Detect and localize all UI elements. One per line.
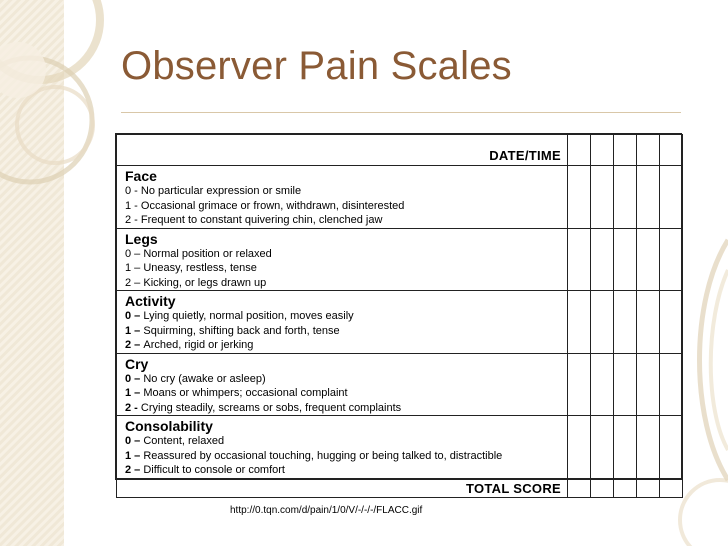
category-description (117, 291, 568, 354)
scale-description: Difficult to console or comfort (143, 464, 285, 476)
date-time-entry-cell[interactable] (614, 135, 637, 166)
scale-description: Crying steadily, screams or sobs, frequent complaints (140, 401, 402, 414)
total-cell (117, 478, 568, 497)
scale-score: 2 (125, 214, 132, 226)
face-score-entry-cell[interactable] (591, 166, 614, 229)
header-row (117, 135, 683, 166)
scale-item (125, 261, 567, 276)
legs-score-entry-cell[interactable] (637, 228, 660, 291)
consolability-score-entry-cell[interactable] (614, 416, 637, 479)
face-score-entry-cell[interactable] (660, 166, 683, 229)
source-caption: http://0.tqn.com/d/pain/1/0/V/-/-/-/FLACC.gif (230, 505, 423, 516)
scale-score: 0 (125, 435, 132, 447)
scale-item (125, 372, 567, 387)
cry-score-entry-cell[interactable] (568, 353, 591, 416)
scale-separator: – (131, 339, 144, 351)
flacc-table (116, 134, 683, 498)
scale-description: Squirming, shifting back and forth, tense (143, 324, 340, 337)
category-description (117, 416, 568, 479)
scale-description: No cry (awake or asleep) (143, 372, 266, 385)
face-score-entry-cell[interactable] (568, 166, 591, 229)
scale-score: 1 (125, 449, 132, 462)
legs-score-entry-cell[interactable] (568, 228, 591, 291)
consolability-score-entry-cell[interactable] (660, 416, 683, 479)
scale-score: 1 (125, 199, 132, 212)
scale-description: Content, relaxed (143, 435, 225, 447)
total-row (117, 478, 683, 497)
scale-item (125, 463, 567, 478)
face-score-entry-cell[interactable] (637, 166, 660, 229)
scale-separator: – (131, 449, 144, 462)
scale-separator: – (131, 276, 144, 289)
scale-description: Lying quietly, normal position, moves easily (143, 310, 354, 322)
scale-description: No particular expression or smile (140, 185, 302, 197)
category-row-cry (117, 353, 683, 416)
scale-separator: – (131, 324, 144, 337)
scale-separator: - (131, 401, 141, 414)
cry-score-entry-cell[interactable] (614, 353, 637, 416)
scale-separator: – (131, 464, 144, 476)
scale-description: Reassured by occasional touching, hugging or being talked to, distractible (143, 449, 503, 462)
category-description (117, 353, 568, 416)
scale-item (125, 247, 567, 262)
scale-item (125, 199, 567, 214)
scale-item (125, 401, 567, 416)
category-row-activity (117, 291, 683, 354)
scale-score: 1 (125, 387, 132, 399)
category-description (117, 166, 568, 229)
total-score-entry-cell[interactable] (614, 478, 637, 497)
date-time-entry-cell[interactable] (568, 135, 591, 166)
scale-description: Uneasy, restless, tense (143, 262, 257, 274)
scale-score: 1 (125, 262, 132, 274)
scale-score: 0 (125, 372, 132, 385)
scale-separator: – (131, 435, 144, 447)
activity-score-entry-cell[interactable] (591, 291, 614, 354)
category-row-consolability (117, 416, 683, 479)
category-name: Cry (125, 355, 149, 372)
scale-separator: - (131, 214, 141, 226)
scale-item (125, 338, 567, 353)
scale-description: Kicking, or legs drawn up (143, 276, 267, 289)
legs-score-entry-cell[interactable] (591, 228, 614, 291)
scale-item (125, 449, 567, 464)
scale-item (125, 213, 567, 228)
scale-separator: – (131, 372, 144, 385)
scale-score: 2 (125, 276, 132, 289)
category-name: Legs (125, 230, 158, 247)
scale-score: 0 (125, 185, 132, 197)
scale-description: Moans or whimpers; occasional complaint (143, 387, 348, 399)
legs-score-entry-cell[interactable] (660, 228, 683, 291)
date-time-entry-cell[interactable] (660, 135, 683, 166)
consolability-score-entry-cell[interactable] (591, 416, 614, 479)
activity-score-entry-cell[interactable] (614, 291, 637, 354)
total-score-label: TOTAL SCORE (465, 480, 561, 496)
face-score-entry-cell[interactable] (614, 166, 637, 229)
scale-score: 0 (125, 247, 132, 260)
scale-score: 2 (125, 401, 132, 414)
scale-item (125, 386, 567, 401)
scale-score: 0 (125, 310, 132, 322)
scale-separator: – (131, 387, 144, 399)
scale-item (125, 276, 567, 291)
scale-score: 1 (125, 324, 132, 337)
scale-item (125, 184, 567, 199)
category-name: Consolability (125, 418, 213, 434)
scale-score: 2 (125, 464, 132, 476)
category-name: Face (125, 168, 157, 184)
category-name: Activity (125, 293, 176, 309)
cry-score-entry-cell[interactable] (637, 353, 660, 416)
category-description (117, 228, 568, 291)
activity-score-entry-cell[interactable] (660, 291, 683, 354)
total-score-entry-cell[interactable] (660, 478, 683, 497)
scale-score: 2 (125, 339, 132, 351)
activity-score-entry-cell[interactable] (568, 291, 591, 354)
title-divider (121, 112, 681, 113)
scale-description: Frequent to constant quivering chin, clenched jaw (140, 214, 383, 226)
date-time-label: DATE/TIME (489, 148, 561, 163)
scale-item (125, 309, 567, 324)
category-row-face (117, 166, 683, 229)
total-score-entry-cell[interactable] (568, 478, 591, 497)
consolability-score-entry-cell[interactable] (637, 416, 660, 479)
header-cell (117, 135, 568, 166)
total-score-entry-cell[interactable] (637, 478, 660, 497)
slide-title: Observer Pain Scales (121, 44, 512, 88)
date-time-entry-cell[interactable] (591, 135, 614, 166)
scale-separator: – (131, 262, 144, 274)
scale-separator: – (131, 310, 144, 322)
consolability-score-entry-cell[interactable] (568, 416, 591, 479)
flacc-pain-scale-form (115, 133, 682, 496)
total-score-entry-cell[interactable] (591, 478, 614, 497)
legs-score-entry-cell[interactable] (614, 228, 637, 291)
scale-separator: - (131, 185, 141, 197)
activity-score-entry-cell[interactable] (637, 291, 660, 354)
cry-score-entry-cell[interactable] (591, 353, 614, 416)
category-row-legs (117, 228, 683, 291)
scale-separator: - (131, 199, 141, 212)
scale-description: Arched, rigid or jerking (143, 339, 254, 351)
scale-separator: – (131, 247, 144, 260)
cry-score-entry-cell[interactable] (660, 353, 683, 416)
date-time-entry-cell[interactable] (637, 135, 660, 166)
scale-item (125, 324, 567, 339)
scale-description: Occasional grimace or frown, withdrawn, disinterested (140, 199, 405, 212)
scale-description: Normal position or relaxed (143, 247, 272, 260)
scale-item (125, 434, 567, 449)
